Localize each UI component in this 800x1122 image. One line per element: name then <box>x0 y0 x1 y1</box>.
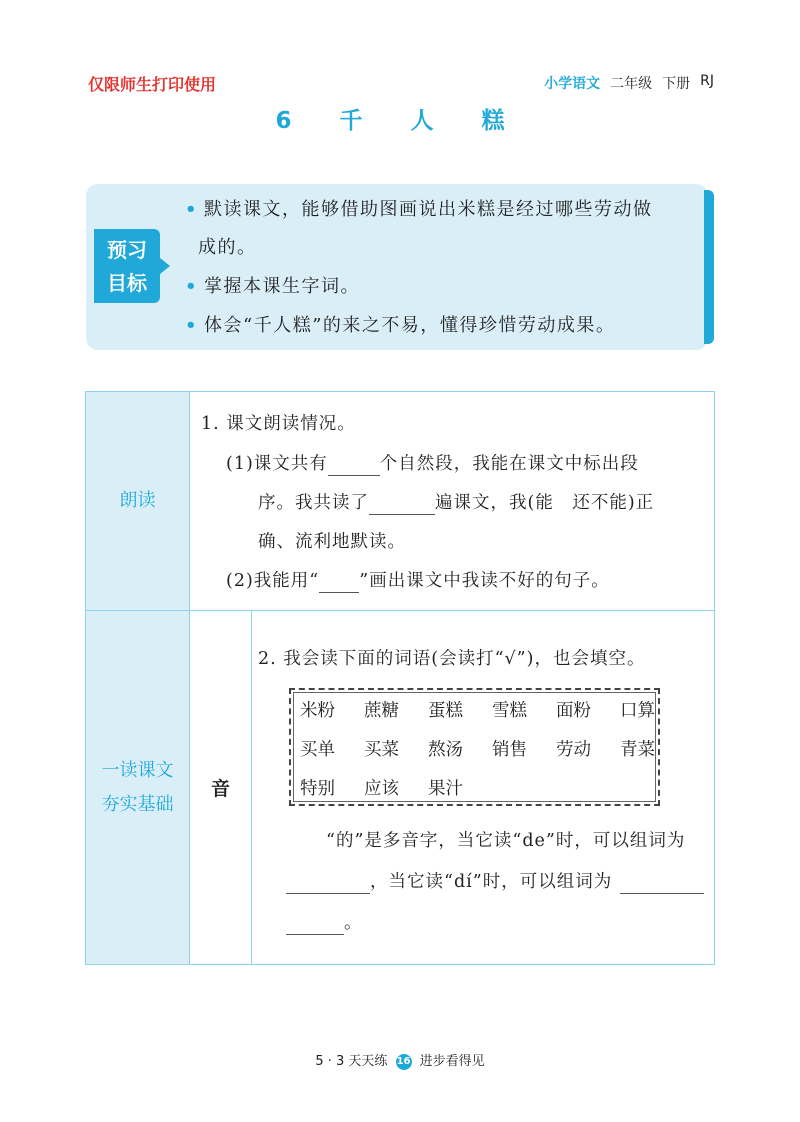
book-info <box>544 73 714 93</box>
print-notice: 仅限师生打印使用 <box>88 75 217 94</box>
volume-label: 下册 <box>662 76 691 92</box>
word-row <box>300 697 684 722</box>
fill-question-line3: 。 <box>286 911 363 935</box>
answer-blank[interactable] <box>620 875 704 894</box>
word-item[interactable]: 特别 <box>300 779 335 799</box>
table-divider <box>85 610 715 611</box>
fill-question-line2: ，当它读“dí”时，可以组词为 <box>286 870 704 894</box>
word-item[interactable]: 蔗糖 <box>364 701 399 721</box>
word-item[interactable]: 蛋糕 <box>428 701 463 721</box>
objective-item-cont: 成的。 <box>198 237 257 258</box>
question-1-1-line2: 序。我共读了 遍课文，我(能 还不能)正 <box>258 493 655 513</box>
objective-item: • 掌握本课生字词。 <box>185 276 361 297</box>
section-foundation-label-line1: 一读课文 <box>101 760 174 781</box>
word-item[interactable]: 劳动 <box>556 740 591 760</box>
question-1-2: (2)我能用“ ”画出课文中我读不好的句子。 <box>226 571 610 591</box>
objectives-label-arrow <box>160 258 170 274</box>
word-row <box>300 775 492 800</box>
footer-brand: 5 · 3 天天练 <box>315 1054 388 1069</box>
objectives-side-bar <box>704 190 714 344</box>
answer-blank[interactable] <box>328 457 380 476</box>
lesson-title: 6 千 人 糕 <box>275 108 525 134</box>
word-item[interactable]: 口算 <box>620 701 655 721</box>
objectives-label-line2: 目标 <box>107 271 147 295</box>
section-reading-label: 朗读 <box>119 490 156 511</box>
footer-slogan: 进步看得见 <box>419 1054 485 1069</box>
answer-blank[interactable] <box>286 916 344 935</box>
question-1-title: 1. 课文朗读情况。 <box>201 414 356 434</box>
word-item[interactable]: 米粉 <box>300 701 335 721</box>
objectives-label-line1: 预习 <box>107 238 147 262</box>
word-row <box>300 736 684 761</box>
table-divider <box>189 391 190 965</box>
answer-blank[interactable] <box>319 574 359 593</box>
objective-item: • 默读课文，能够借助图画说出米糕是经过哪些劳动做 <box>185 199 653 220</box>
grade-label: 二年级 <box>610 76 653 92</box>
question-1-1-line3: 确、流利地默读。 <box>258 532 406 552</box>
word-item[interactable]: 面粉 <box>556 701 591 721</box>
answer-blank[interactable] <box>286 875 370 894</box>
pronunciation-label: 音 <box>210 778 230 800</box>
word-item[interactable]: 应该 <box>364 779 399 799</box>
word-item[interactable]: 雪糕 <box>492 701 527 721</box>
answer-blank[interactable] <box>369 496 435 515</box>
word-item[interactable]: 销售 <box>492 740 527 760</box>
word-item[interactable]: 买菜 <box>364 740 399 760</box>
page-footer <box>0 1050 800 1070</box>
question-2-title: 2. 我会读下面的词语(会读打“√”)，也会填空。 <box>258 649 646 669</box>
word-item[interactable]: 买单 <box>300 740 335 760</box>
question-1-1-line1: (1)课文共有 个自然段，我能在课文中标出段 <box>226 454 639 474</box>
section-foundation-label <box>86 754 189 822</box>
word-item[interactable]: 熬汤 <box>428 740 463 760</box>
fill-question-line1: “的”是多音字，当它读“de”时，可以组词为 <box>326 831 686 851</box>
section-foundation-label-line2: 夯实基础 <box>101 794 174 815</box>
word-item[interactable]: 果汁 <box>428 779 463 799</box>
page-number: 16 <box>396 1054 412 1070</box>
edition-label: RJ <box>700 73 714 89</box>
word-item[interactable]: 青菜 <box>620 740 655 760</box>
objectives-label <box>94 229 160 303</box>
subject-label: 小学语文 <box>544 76 601 92</box>
objective-item: • 体会“千人糕”的来之不易，懂得珍惜劳动成果。 <box>185 315 616 336</box>
table-divider <box>251 611 252 965</box>
